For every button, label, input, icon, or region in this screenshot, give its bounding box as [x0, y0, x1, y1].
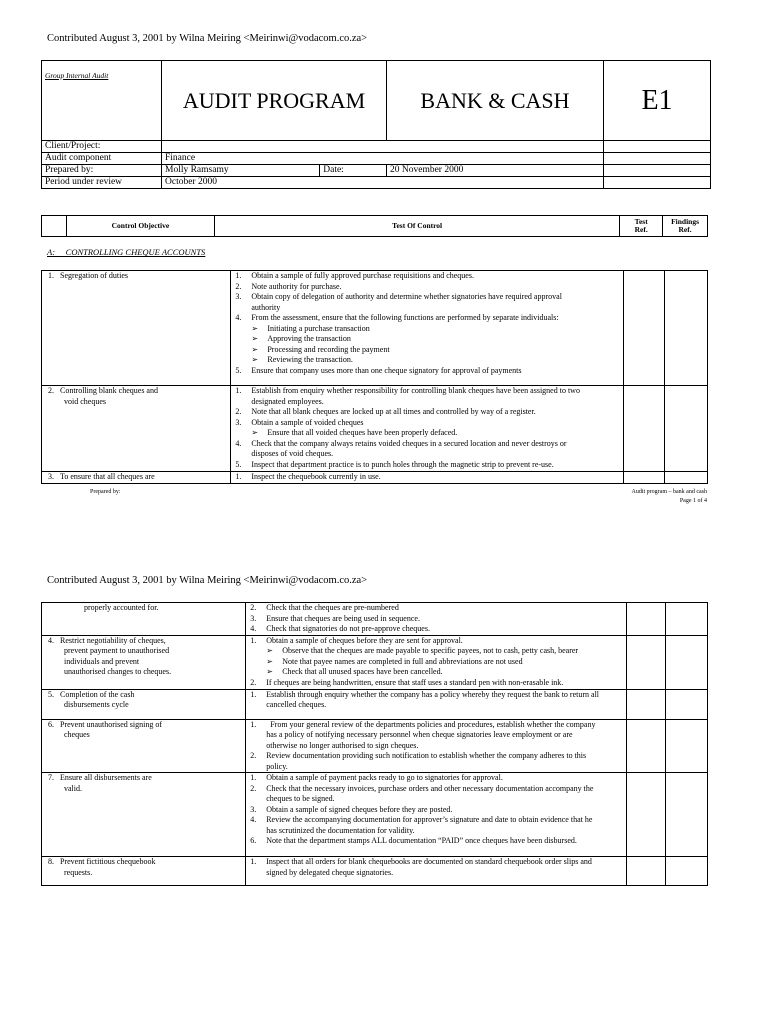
list-item: 4. Review the accompanying documentation for approver’s signature and date to obtain evidence that he	[250, 815, 593, 824]
findings-ref-cell	[666, 635, 708, 689]
list-item: 3. Obtain a sample of signed cheques before they are posted.	[250, 804, 453, 814]
table-row	[42, 857, 708, 886]
document-code: E1	[604, 61, 711, 141]
list-item: ➢ Check that all unused spaces have been cancelled.	[266, 667, 443, 676]
test-cell	[231, 472, 623, 484]
list-item: 2. Check that the cheques are pre-numbered	[250, 603, 399, 612]
test-ref-cell	[626, 689, 666, 719]
contributor-line: Contributed August 3, 2001 by Wilna Meiring <Meirinwi@vodacom.co.za>	[47, 33, 368, 44]
test-cell	[246, 773, 626, 857]
list-item: policy.	[266, 761, 288, 771]
list-item: otherwise no longer authorised to sign cheques.	[266, 740, 419, 750]
list-item: 5. Ensure that company uses more than one cheque signatory for approval of payments	[235, 365, 522, 375]
list-item: 2. Note that all blank cheques are locked up at all times and controlled by way of a register.	[235, 407, 536, 416]
col-test-of-control: Test Of Control	[215, 216, 620, 237]
document-subject: BANK & CASH	[387, 61, 604, 141]
client-label: Client/Project:	[42, 141, 162, 153]
list-item: 3. Obtain a sample of voided cheques	[235, 417, 364, 427]
findings-ref-cell	[666, 603, 708, 636]
list-item: 4. Check that the company always retains voided cheques in a secured location and never destroys or	[235, 438, 567, 448]
list-item: has scrutinized the documentation for validity.	[266, 825, 415, 835]
client-extra	[604, 141, 711, 153]
list-item: 4. From the assessment, ensure that the following functions are performed by separate individuals:	[235, 313, 559, 322]
list-item: 1. Obtain a sample of fully approved purchase requisitions and cheques.	[235, 271, 474, 280]
findings-ref-cell	[664, 472, 707, 484]
list-item: 1. Establish from enquiry whether responsibility for controlling blank cheques have been assigned to two	[235, 386, 580, 395]
date-value: 20 November 2000	[387, 165, 604, 177]
list-item: ➢ Initiating a purchase transaction	[251, 323, 370, 333]
audit-header-table	[41, 60, 711, 189]
list-item: 2. Review documentation providing such notification to establish whether the company adheres to this	[250, 751, 587, 760]
component-value: Finance	[162, 153, 604, 165]
list-item: ➢ Ensure that all voided cheques have been properly defaced.	[251, 428, 458, 437]
period-value: October 2000	[162, 177, 604, 189]
objective-cell: properly accounted for.	[42, 603, 246, 636]
objective-cell: 5. Completion of the cash disbursements cycle	[42, 689, 246, 719]
date-extra	[604, 165, 711, 177]
period-label: Period under review	[42, 177, 162, 189]
table-row	[42, 386, 708, 472]
table-row	[42, 773, 708, 857]
list-item: disposes of void cheques.	[251, 449, 334, 458]
contributor-line-page2: Contributed August 3, 2001 by Wilna Meiring <Meirinwi@vodacom.co.za>	[47, 575, 368, 586]
test-cell	[246, 635, 626, 689]
list-item: 3. Ensure that cheques are being used in sequence.	[250, 613, 420, 623]
test-cell	[246, 603, 626, 636]
table-row	[42, 719, 708, 773]
list-item: 1. Obtain a sample of payment packs ready to go to signatories for approval.	[250, 773, 503, 782]
findings-ref-cell	[664, 271, 707, 386]
list-item: cancelled cheques.	[266, 700, 327, 709]
list-item: 4. Check that signatories do not pre-approve cheques.	[250, 624, 430, 633]
column-headers	[41, 215, 708, 237]
list-item: ➢ Reviewing the transaction.	[251, 355, 353, 364]
list-item: cheques to be signed.	[266, 794, 335, 803]
objective-cell: 7. Ensure all disbursements are valid.	[42, 773, 246, 857]
test-cell	[246, 857, 626, 886]
list-item: 1. Inspect that all orders for blank chequebooks are documented on standard chequebook order slips and	[250, 857, 592, 866]
test-ref-cell	[626, 603, 666, 636]
objective-cell: 2. Controlling blank cheques and void cheques	[42, 386, 231, 472]
col-findings-ref: Findings Ref.	[663, 216, 708, 237]
list-item: signed by delegated cheque signatories.	[266, 867, 394, 877]
col-control-objective: Control Objective	[66, 216, 214, 237]
findings-ref-cell	[666, 719, 708, 773]
table-row	[42, 635, 708, 689]
component-extra	[604, 153, 711, 165]
list-item: authority	[251, 302, 281, 312]
test-ref-cell	[626, 857, 666, 886]
section-heading: A: CONTROLLING CHEQUE ACCOUNTS	[47, 247, 206, 257]
findings-ref-cell	[664, 386, 707, 472]
findings-ref-cell	[666, 773, 708, 857]
group-label: Group Internal Audit	[42, 61, 162, 141]
col-blank	[42, 216, 67, 237]
test-ref-cell	[623, 386, 664, 472]
objective-cell: 4. Restrict negotiability of cheques, prevent payment to unauthorised individuals and prevent unauthorised changes to cheques.	[42, 635, 246, 689]
test-ref-cell	[623, 472, 664, 484]
list-item: 3. Obtain copy of delegation of authority and determine whether signatories have required approval	[235, 292, 562, 301]
date-label: Date:	[320, 165, 387, 177]
test-ref-cell	[626, 635, 666, 689]
objective-cell: 1. Segregation of duties	[42, 271, 231, 386]
list-item: 6. Note that the department stamps ALL documentation “PAID” once cheques have been disbursed.	[250, 836, 577, 845]
table-row	[42, 271, 708, 386]
test-cell	[231, 271, 623, 386]
list-item: 2. If cheques are being handwritten, ensure that staff uses a standard pen with non-erasable ink.	[250, 677, 564, 687]
document-title: AUDIT PROGRAM	[162, 61, 387, 141]
list-item: 1. Establish through enquiry whether the company has a policy whereby they request the bank to return all	[250, 689, 600, 699]
test-ref-cell	[626, 719, 666, 773]
list-item: has a policy of notifying necessary personnel when cheque signatories leave employment or are	[266, 730, 573, 739]
footer-prepared: Prepared by:	[90, 489, 121, 495]
table-row	[42, 603, 708, 636]
list-item: 5. Inspect that department practice is to punch holes through the magnetic strip to prevent re-use.	[235, 459, 554, 469]
client-value	[162, 141, 604, 153]
test-cell	[246, 719, 626, 773]
test-cell	[246, 689, 626, 719]
objective-cell: 3. To ensure that all cheques are	[42, 472, 231, 484]
test-cell	[231, 386, 623, 472]
list-item: ➢ Observe that the cheques are made payable to specific payees, not to cash, petty cash, bearer	[266, 646, 579, 655]
table-row	[42, 689, 708, 719]
findings-ref-cell	[666, 857, 708, 886]
list-item: ➢ Processing and recording the payment	[251, 344, 390, 354]
col-test-ref: Test Ref.	[620, 216, 663, 237]
footer-doc: Audit program – bank and cash	[631, 489, 707, 495]
program-table-page1	[41, 270, 708, 484]
list-item: 2. Check that the necessary invoices, purchase orders and other necessary documentation accompany the	[250, 783, 594, 793]
component-label: Audit component	[42, 153, 162, 165]
footer-page: Page 1 of 4	[679, 498, 707, 504]
list-item: designated employees.	[251, 396, 324, 406]
list-item: 2. Note authority for purchase.	[235, 281, 342, 291]
table-row	[42, 472, 708, 484]
prepared-label: Prepared by:	[42, 165, 162, 177]
findings-ref-cell	[666, 689, 708, 719]
objective-cell: 8. Prevent fictitious chequebook requests.	[42, 857, 246, 886]
prepared-value: Molly Ramsamy	[162, 165, 320, 177]
list-item: ➢ Note that payee names are completed in full and abbreviations are not used	[266, 656, 523, 666]
list-item: 1. Obtain a sample of cheques before they are sent for approval.	[250, 635, 463, 645]
objective-cell: 6. Prevent unauthorised signing of cheques	[42, 719, 246, 773]
test-ref-cell	[626, 773, 666, 857]
list-item: 1. Inspect the chequebook currently in use.	[235, 472, 381, 481]
program-table-page2	[41, 602, 708, 886]
period-extra	[604, 177, 711, 189]
list-item: ➢ Approving the transaction	[251, 334, 351, 343]
test-ref-cell	[623, 271, 664, 386]
list-item: 1. From your general review of the departments policies and procedures, establish whether the company	[250, 719, 596, 729]
